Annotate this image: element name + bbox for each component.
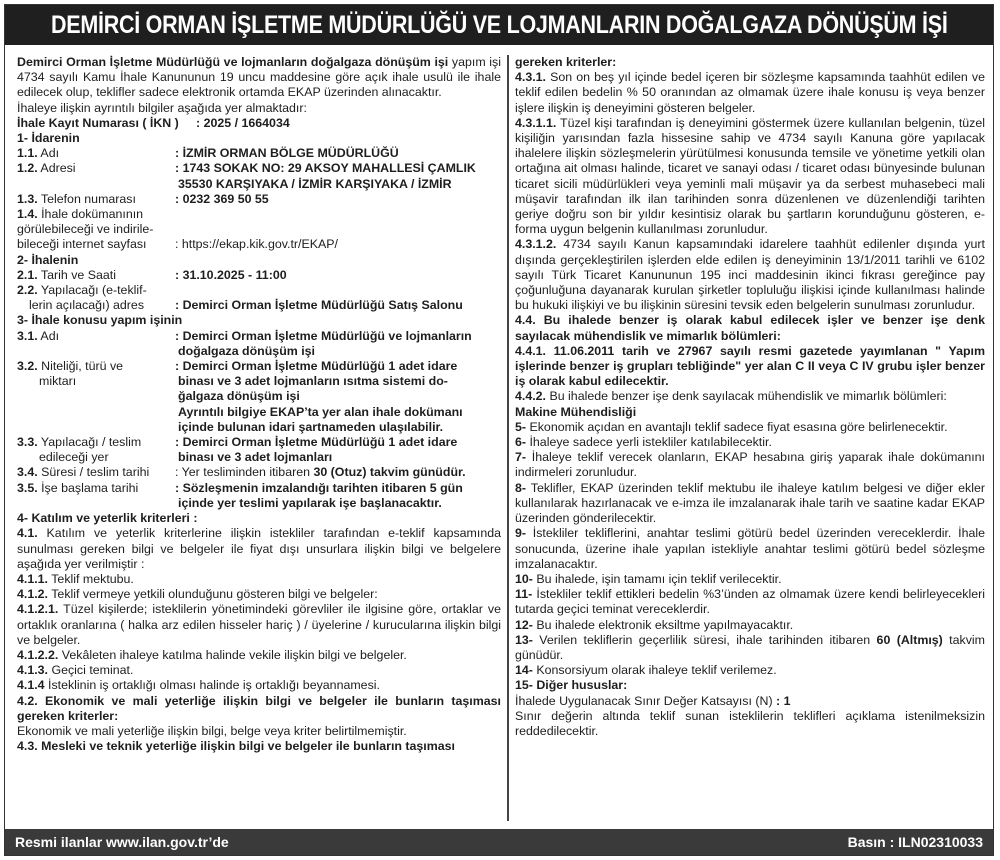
field-1-3 — [17, 192, 501, 207]
field-1-2-cont — [17, 177, 501, 192]
field-value-cont: içinde yer teslimi yapılarak işe başlanacaktır. — [178, 495, 442, 510]
field-value: : Yer tesliminden itibaren — [175, 465, 314, 480]
item-heading: 15- Diğer hususlar: — [515, 678, 628, 693]
field-2-1 — [17, 268, 501, 283]
field-num: 1.1. — [17, 146, 38, 161]
item-num: 10- — [515, 571, 533, 586]
item-text: Verilen tekliflerin geçerlilik süresi, ihale tarihinden itibaren — [532, 632, 877, 647]
item-4-3-1-2 — [515, 237, 985, 313]
item-heading: 4.2. Ekonomik ve mali yeterliğe ilişkin bilgi ve belgeler ile bunların taşıması gereken kriterler: — [17, 693, 501, 723]
field-label: Tarih ve Saati — [37, 267, 116, 282]
field-num: 3.4. — [17, 465, 38, 480]
field-num: 3.1. — [17, 328, 38, 343]
item-4-1-1 — [17, 572, 501, 587]
item-num: 4.1. — [17, 526, 38, 541]
column-divider — [507, 55, 509, 821]
item-num: 11- — [515, 587, 533, 602]
item-8 — [515, 481, 985, 527]
field-value: : Demirci Orman İşletme Müdürlüğü Satış Salonu — [175, 298, 463, 313]
field-label: edileceği yer — [39, 450, 109, 465]
department: Makine Mühendisliği — [515, 404, 637, 419]
item-text: Teklif vermeye yetkili olunduğunu gösteren bilgi ve belgeler: — [48, 587, 378, 602]
field-value-cont: 35530 KARŞIYAKA / İZMİR KARŞIYAKA / İZMİR — [178, 176, 452, 191]
section-1-heading — [17, 131, 501, 146]
field-label: bileceği internet sayfası — [17, 237, 147, 252]
item-text: Teklifler, EKAP üzerinden teklif mektubu ile ihaleye katılım belgesi ve diğer ekler kullanılarak hazırlanacak ve e-imza ile imzalanarak ihale tarih ve saatine kadar EKAP üzerinden gönderilecektir. — [515, 480, 985, 526]
item-num: 4.1.4 — [17, 678, 45, 693]
item-4-3-1 — [515, 70, 985, 116]
item-6 — [515, 435, 985, 450]
item-text: İhaleye teklif verecek olanların, EKAP hesabına giriş yaparak ihale dokümanını indirmeleri zorunludur. — [515, 450, 985, 480]
field-num: 3.5. — [17, 480, 38, 495]
item-num: 5- — [515, 419, 527, 434]
field-value: : Sözleşmenin imzalandığı tarihten itibaren 5 gün — [175, 480, 463, 495]
item-13 — [515, 633, 985, 663]
item-text: 4.4.1. 11.06.2011 tarih ve 27967 sayılı resmi gazetede yayımlanan " Yapım işlerinde benzer iş grupları tebliğinde" yer alan C II veya C IV grubu işler benzer iş olarak kabul edilecektir. — [515, 343, 985, 389]
item-num: 14- — [515, 663, 533, 678]
item-7 — [515, 450, 985, 480]
section-1-heading-text: 1- İdarenin — [17, 131, 80, 146]
item-4-1-4 — [17, 678, 501, 693]
field-value-cont: doğalgaza dönüşüm işi — [178, 343, 315, 358]
intro — [17, 55, 501, 101]
ikn-value: : 2025 / 1664034 — [196, 115, 290, 130]
field-3-1-cont — [17, 344, 501, 359]
item-4-1 — [17, 526, 501, 572]
item-4-1-2-2 — [17, 648, 501, 663]
item-text: İhaleye sadece yerli istekliler katılabilecektir. — [526, 435, 772, 450]
field-3-2-cont4 — [17, 420, 501, 435]
field-value-cont: Ayrıntılı bilgiye EKAP’ta yer alan ihale dokümanı — [178, 404, 463, 419]
field-value-cont: binası ve 3 adet lojmanların ısıtma sistemi do- — [178, 374, 448, 389]
section-2-heading-text: 2- İhalenin — [17, 252, 79, 267]
item-num: 4.1.2.2. — [17, 647, 59, 662]
field-label: İşe başlama tarihi — [37, 480, 139, 495]
field-value-bold: 30 (Otuz) takvim günüdür. — [313, 465, 466, 480]
page-title: DEMİRCİ ORMAN İŞLETME MÜDÜRLÜĞÜ VE LOJMANLARIN DOĞALGAZA DÖNÜŞÜM İŞİ — [50, 10, 948, 39]
item-num: 12- — [515, 617, 533, 632]
item-text: Ekonomik açıdan en avantajlı teklif sadece fiyat esasına göre belirlenecektir. — [526, 419, 948, 434]
field-3-3 — [17, 435, 501, 450]
item-5 — [515, 420, 985, 435]
field-label: Yapılacağı / teslim — [37, 435, 142, 450]
item-text: İhalede Uygulanacak Sınır Değer Katsayısı (N) — [515, 693, 773, 708]
item-num: 4.1.2. — [17, 587, 49, 602]
ekap-link[interactable]: : https://ekap.kik.gov.tr/EKAP/ — [175, 237, 338, 252]
item-heading: 4.3. Mesleki ve teknik yeterliğe ilişkin bilgi ve belgeler ile bunların taşıması — [17, 739, 455, 754]
field-value-cont: içinde bulunan idari şartnameden ulaşılabilir. — [178, 419, 444, 434]
field-num: 2.2. — [17, 283, 38, 298]
item-text: İstekliler teklif ettikleri bedelin %3’ünden az olmamak üzere kendi belirleyecekleri tutarda geçici teminat vereceklerdir. — [515, 587, 985, 617]
intro-title: Demirci Orman İşletme Müdürlüğü ve lojmanların doğalgaza dönüşüm işi — [17, 55, 449, 69]
field-num: 1.2. — [17, 161, 38, 176]
item-4-1-3 — [17, 663, 501, 678]
item-4-4-heading — [515, 313, 985, 343]
item-text: Katılım ve yeterlik kriterlerine ilişkin istekliler tarafından e-teklif kapsamında sunulması gereken bilgi ve belgeler ile fiyat dışı unsurlara ilişkin bilgi ve belgelere aşağıda yer verilmiştir : — [17, 526, 501, 571]
item-14 — [515, 663, 985, 678]
item-num: 4.1.1. — [17, 571, 49, 586]
item-text: Son on beş yıl içinde bedel içeren bir sözleşme kapsamında taahhüt edilen ve teklif edilen bedelin % 50 oranından az olmamak üzere ihale konusu iş veya benzer işlere ilişkin iş deneyimini gösteren belgeler. — [515, 70, 985, 115]
item-num: 4.1.3. — [17, 663, 49, 678]
intro-text: yapım işi 4734 sayılı Kamu İhale Kanununun 19 uncu maddesine göre açık ihale usulü ile ihale edilecek olup, teklifler sadece elektronik ortamda EKAP üzerinden alınacaktır. — [17, 55, 501, 100]
item-15-line2: Sınır değerin altında teklif sunan isteklilerin teklifleri açıklama istenilmeksizin reddedilecektir. — [515, 708, 985, 738]
field-3-2-cont2 — [17, 389, 501, 404]
item-4-4-1 — [515, 344, 985, 390]
item-text: İstekliler tekliflerini, anahtar teslimi götürü bedel üzerinden vereceklerdir. İhale sonucunda, üzerine ihale yapılan istekliyle anahtar teslimi götürü bedel sözleşme imzalanacaktır. — [515, 526, 985, 571]
footer-right: Basın : ILN02310033 — [847, 834, 983, 850]
field-value-cont: ğalgaza dönüşüm işi — [178, 389, 300, 404]
ikn-label: İhale Kayıt Numarası ( İKN ) — [17, 115, 179, 130]
field-value: : 1743 SOKAK NO: 29 AKSOY MAHALLESİ ÇAMLIK — [175, 161, 476, 176]
field-num: 3.2. — [17, 359, 38, 374]
item-num: 13- — [515, 632, 533, 647]
field-value: : Demirci Orman İşletme Müdürlüğü ve lojmanların — [175, 328, 472, 343]
item-num: 4.1.2.1. — [17, 602, 59, 617]
field-value: : 31.10.2025 - 11:00 — [175, 267, 287, 282]
content — [5, 45, 993, 825]
item-num: 6- — [515, 435, 527, 450]
field-1-4-url — [17, 237, 501, 252]
item-text: 4734 sayılı Kanun kapsamındaki idarelere taahhüt edilenler dışında yurt dışında gerçekleştirilen işlerden elde edilen iş deneyiminin 13/1/2011 tarihli ve 6102 sayılı Türk Ticaret Kanununun 195 inci maddesinin ikinci fıkrası gereğince pay çoğunluğuna dayanarak kurulan şirketler topluluğu ilişkisi içinde kullanılması halinde bu hukuki ilişkiyi ve bu ilişkinin süresini tevsik eden belgelerin sunulması zorunludur. — [515, 237, 985, 313]
field-label: Yapılacağı (e-teklif- — [37, 283, 147, 298]
item-num: 4.3.1.1. — [515, 115, 557, 130]
field-label: Adresi — [37, 161, 76, 176]
item-text: takvim günüdür. — [515, 632, 985, 662]
ikn — [17, 116, 501, 131]
intro-line2: İhaleye ilişkin ayrıntılı bilgiler aşağıda yer almaktadır: — [17, 100, 307, 115]
field-value: : 0232 369 50 55 — [175, 191, 269, 206]
item-15-heading — [515, 678, 985, 693]
item-11 — [515, 587, 985, 617]
item-text-bold: 60 (Altmış) — [876, 632, 943, 647]
item-text: Geçici teminat. — [48, 663, 134, 678]
item-text: Konsorsiyum olarak ihaleye teklif verilemez. — [532, 663, 777, 678]
item-num: 4.3.1. — [515, 70, 547, 85]
field-1-1 — [17, 146, 501, 161]
item-15-line1 — [515, 694, 985, 709]
field-label: Adı — [37, 328, 60, 343]
field-num: 1.4. — [17, 207, 38, 222]
field-3-1 — [17, 329, 501, 344]
field-label: lerin açılacağı) adres — [29, 298, 145, 313]
field-2-2 — [17, 283, 501, 298]
item-4-4-2-dept — [515, 405, 985, 420]
item-heading: 4.4. Bu ihalede benzer iş olarak kabul edilecek işler ve benzer işe denk sayılacak mühendislik ve mimarlık bölümleri: — [515, 313, 985, 343]
field-3-2-cont — [17, 374, 501, 389]
section-2-heading — [17, 253, 501, 268]
footer-left: Resmi ilanlar www.ilan.gov.tr’de — [15, 834, 229, 850]
item-text: İsteklinin iş ortaklığı olması halinde iş ortaklığı beyannamesi. — [44, 678, 380, 693]
field-3-4 — [17, 465, 501, 480]
item-text: Bu ihalede benzer işe denk sayılacak mühendislik ve mimarlık bölümleri: — [546, 389, 947, 404]
field-label: Telefon numarası — [37, 191, 136, 206]
field-label: Süresi / teslim tarihi — [37, 465, 150, 480]
item-9 — [515, 526, 985, 572]
field-3-5 — [17, 481, 501, 496]
item-10 — [515, 572, 985, 587]
item-text: Teklif mektubu. — [48, 571, 134, 586]
right-column — [515, 55, 985, 739]
field-1-4-label2: görülebileceği ve indirile- — [17, 222, 154, 237]
item-num: 8- — [515, 480, 527, 495]
field-3-3-cont — [17, 450, 501, 465]
field-2-2-value — [17, 298, 501, 313]
item-text: Bu ihalede, işin tamamı için teklif verilecektir. — [532, 571, 782, 586]
section-4-heading — [17, 511, 501, 526]
item-4-4-2 — [515, 389, 985, 404]
field-num: 1.3. — [17, 191, 38, 206]
item-4-3-heading — [17, 739, 501, 754]
item-4-1-2 — [17, 587, 501, 602]
item-heading: gereken kriterler: — [515, 55, 617, 69]
item-text: Tüzel kişi tarafından iş deneyimini göstermek üzere kullanılan belgenin, tüzel kişiliğin yarısından fazla hissesine sahip ve 4734 sayılı Kanuna göre yapılacak ihalelere ilişkin sözleşmelerin yürütülmesi konusunda temsile ve yönetime yetkili olan ortağına ait olması halinde, ticaret ve sanayi odası / ticaret odası bünyesinde bulunan ticaret sicili müdürlükleri veya yeminli mali müşavir ya da serbest muhasebeci mali müşavir tarafından ilk ilan tarihinden sonra düzenlenen ve düzenlendiği tarihten geriye doğru son bir yıldır kesintisiz olarak bu şartların korunduğunu gösteren, e-forma uygun belgenin kullanılması zorunludur. — [515, 115, 985, 237]
item-num: 4.4.2. — [515, 389, 547, 404]
item-4-2-heading — [17, 694, 501, 724]
title-bar — [5, 5, 993, 45]
left-column — [17, 55, 501, 754]
field-label: Niteliği, türü ve — [37, 359, 124, 374]
item-4-3-heading-cont — [515, 55, 985, 70]
field-3-5-cont — [17, 496, 501, 511]
item-4-2-text: Ekonomik ve mali yeterliğe ilişkin bilgi, belge veya kriter belirtilmemiştir. — [17, 723, 407, 738]
field-3-2-cont3 — [17, 405, 501, 420]
announcement-frame — [4, 4, 994, 856]
field-1-2 — [17, 161, 501, 176]
field-label: miktarı — [39, 374, 77, 389]
item-num: 7- — [515, 450, 527, 465]
item-num: 4.3.1.2. — [515, 237, 557, 252]
field-num: 2.1. — [17, 267, 38, 282]
field-value: : İZMİR ORMAN BÖLGE MÜDÜRLÜĞÜ — [175, 146, 399, 161]
item-12 — [515, 618, 985, 633]
item-4-1-2-1 — [17, 602, 501, 648]
field-value: : Demirci Orman İşletme Müdürlüğü 1 adet idare — [175, 435, 458, 450]
item-text: Tüzel kişilerde; isteklilerin yönetimindeki görevliler ile ilgisine göre, ortaklar ve ortaklık oranlarına ( halka arz edilen hisseler hariç ) / üyelerine / kurucularına ilişkin bilgi ve belgeler. — [17, 602, 501, 647]
item-text: Bu ihalede elektronik eksiltme yapılmayacaktır. — [532, 617, 794, 632]
field-value-cont: binası ve 3 adet lojmanları — [178, 450, 333, 465]
field-label: Adı — [37, 146, 60, 161]
field-label: İhale dokümanının — [37, 207, 144, 222]
section-3-heading — [17, 313, 501, 328]
section-4-heading-text: 4- Katılım ve yeterlik kriterleri : — [17, 511, 198, 526]
field-value: : Demirci Orman İşletme Müdürlüğü 1 adet idare — [175, 359, 458, 374]
field-3-2 — [17, 359, 501, 374]
field-num: 3.3. — [17, 435, 38, 450]
section-3-heading-text: 3- İhale konusu yapım işinin — [17, 313, 183, 328]
item-4-3-1-1 — [515, 116, 985, 238]
item-num: 9- — [515, 526, 527, 541]
field-1-4 — [17, 207, 501, 222]
item-text-bold: : 1 — [772, 693, 791, 708]
footer-bar — [5, 829, 993, 855]
item-text: Vekâleten ihaleye katılma halinde vekile ilişkin bilgi ve belgeler. — [58, 647, 407, 662]
